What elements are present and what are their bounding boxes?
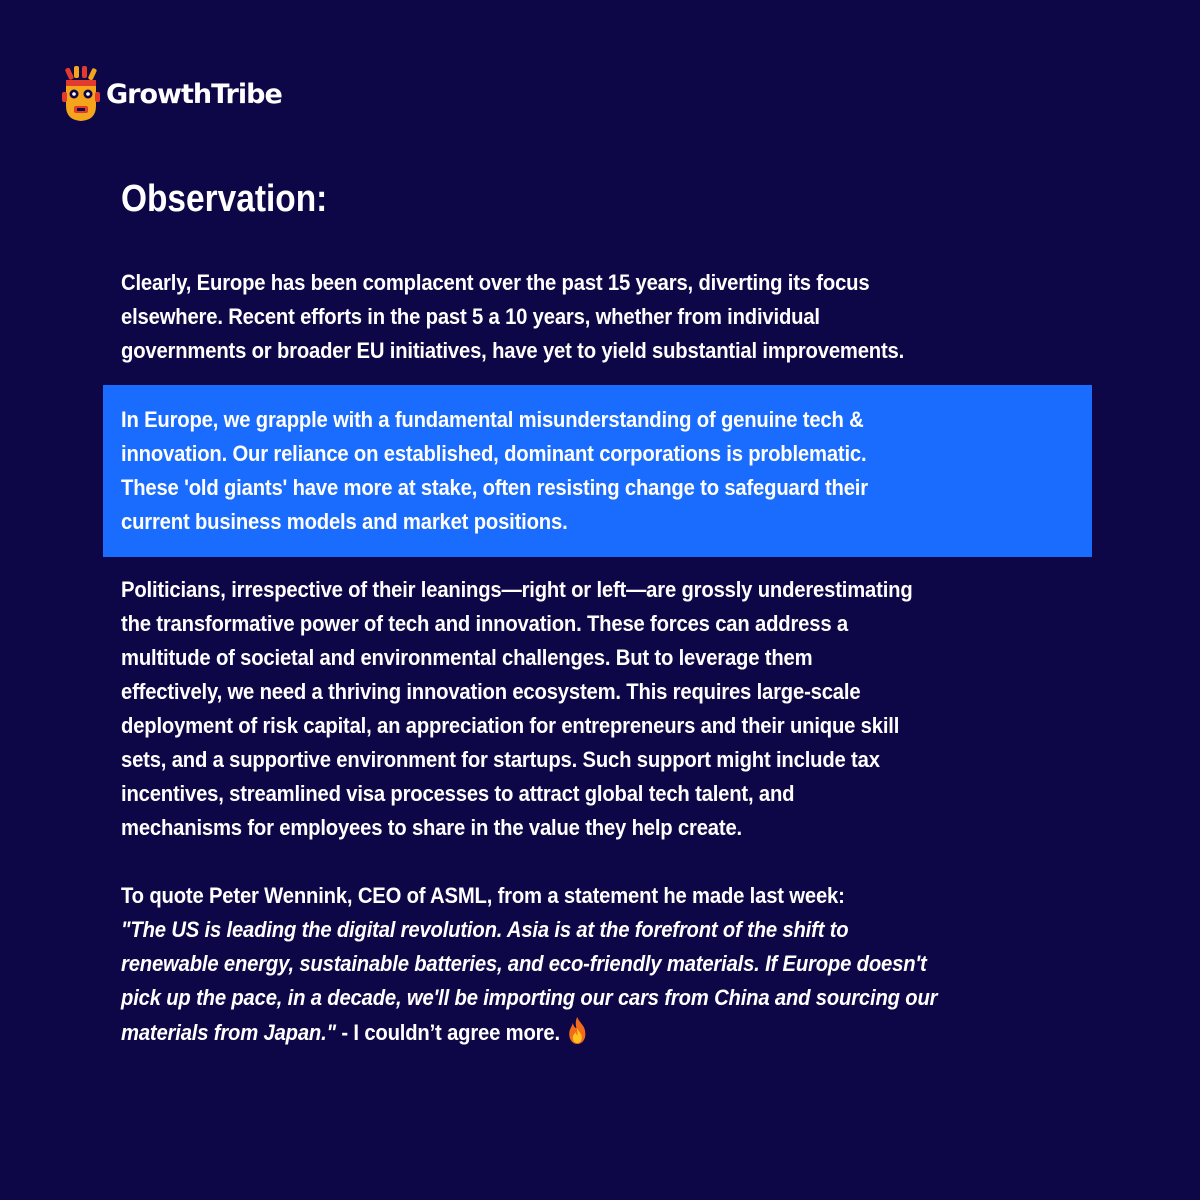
fire-icon — [563, 1015, 590, 1045]
quote-last-line — [121, 1015, 937, 1050]
paragraph-quote — [121, 879, 937, 1050]
paragraph-line: mechanisms for employees to share in the value they help create. — [121, 815, 742, 840]
quote-end: materials from Japan." — [121, 1020, 336, 1045]
quote-line: renewable energy, sustainable batteries, and eco-friendly materials. If Europe doesn't — [121, 951, 927, 976]
paragraph-highlighted — [121, 403, 868, 539]
quote-intro: To quote Peter Wennink, CEO of ASML, from a statement he made last week: — [121, 883, 845, 908]
paragraph-line: governments or broader EU initiatives, have yet to yield substantial improvements. — [121, 338, 905, 363]
paragraph-line: multitude of societal and environmental challenges. But to leverage them — [121, 645, 813, 670]
paragraph-complacency — [121, 266, 904, 368]
paragraph-line: incentives, streamlined visa processes to attract global tech talent, and — [121, 781, 795, 806]
paragraph-line: In Europe, we grapple with a fundamental misunderstanding of genuine tech & — [121, 407, 864, 432]
paragraph-line: the transformative power of tech and innovation. These forces can address a — [121, 611, 848, 636]
quote-line: pick up the pace, in a decade, we'll be importing our cars from China and sourcing our — [121, 985, 938, 1010]
paragraph-line: deployment of risk capital, an appreciation for entrepreneurs and their unique skill — [121, 713, 900, 738]
paragraph-line: Clearly, Europe has been complacent over the past 15 years, diverting its focus — [121, 270, 870, 295]
paragraph-line: current business models and market positions. — [121, 509, 568, 534]
paragraph-line: sets, and a supportive environment for startups. Such support might include tax — [121, 747, 880, 772]
tribal-mask-icon — [62, 66, 100, 122]
paragraph-politicians — [121, 573, 913, 845]
paragraph-line: effectively, we need a thriving innovation ecosystem. This requires large-scale — [121, 679, 861, 704]
page-title: Observation: — [121, 178, 328, 220]
paragraph-line: elsewhere. Recent efforts in the past 5 a 10 years, whether from individual — [121, 304, 820, 329]
brand-logo — [62, 66, 282, 122]
quote-line: "The US is leading the digital revolution. Asia is at the forefront of the shift to — [121, 917, 849, 942]
paragraph-line: innovation. Our reliance on established, dominant corporations is problematic. — [121, 441, 867, 466]
paragraph-line: Politicians, irrespective of their leanings—right or left—are grossly underestimating — [121, 577, 913, 602]
quote-closing: - I couldn’t agree more. — [335, 1020, 560, 1045]
brand-name: GrowthTribe — [106, 78, 282, 110]
paragraph-line: These 'old giants' have more at stake, often resisting change to safeguard their — [121, 475, 868, 500]
